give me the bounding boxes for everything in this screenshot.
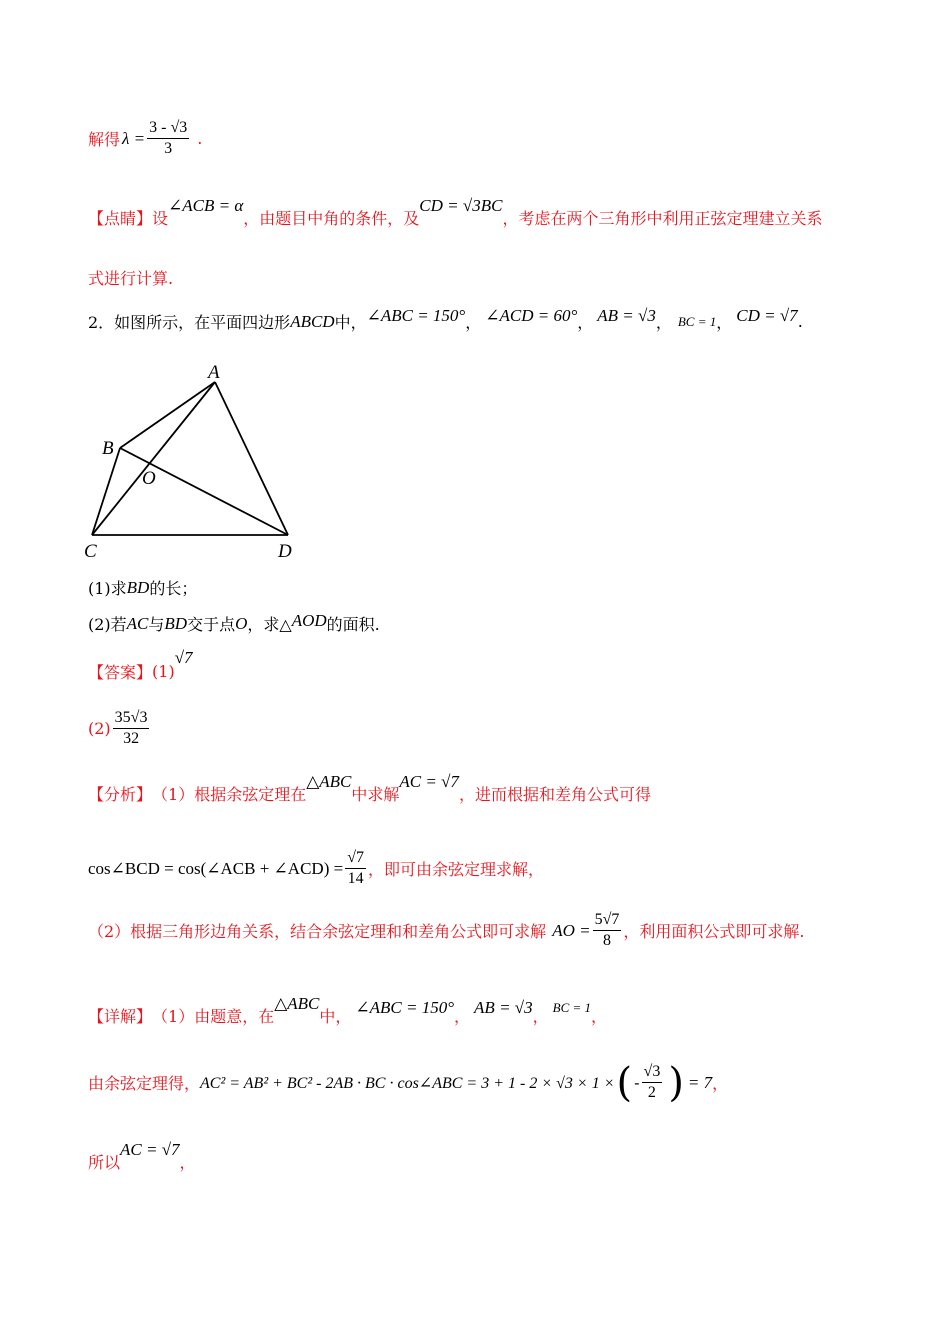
problem-number: 2．如图所示，在平面四边形	[88, 313, 291, 332]
analysis-ao-fraction	[593, 910, 622, 951]
q2-text-4: ，求△	[247, 615, 292, 634]
analysis-ac: AC = √7	[399, 771, 459, 791]
lambda-denominator: 3	[164, 140, 173, 157]
detail-sep-3: ，	[591, 1007, 608, 1026]
tip-text-4: 式进行计算.	[88, 269, 174, 288]
answer-value-1: √7	[174, 647, 193, 667]
paren-right: )	[668, 1059, 684, 1106]
segment-bd	[120, 448, 288, 535]
q2-aod: AOD	[291, 610, 327, 630]
analysis-ao-num: 5√7	[593, 910, 622, 931]
q1-text-2: 的长；	[149, 579, 198, 598]
detail-line-1	[88, 993, 608, 1027]
label-c: C	[84, 541, 97, 562]
detail-tag: 【详解】	[88, 1007, 153, 1026]
cond-cd: CD = √7	[736, 305, 798, 325]
detail-sep-4: ，	[712, 1074, 729, 1093]
segment-bc	[92, 448, 120, 535]
analysis-text-3: ，进而根据和差角公式可得	[458, 785, 651, 804]
detail-line-2	[88, 1059, 729, 1106]
answer-line-2	[88, 708, 151, 749]
analysis-text-6: ，利用面积公式即可求解.	[623, 922, 805, 941]
cond-bc: BC = 1	[677, 313, 717, 329]
tip-line-2	[88, 266, 173, 289]
detail-eq-num: √3	[642, 1062, 663, 1083]
detail-eq-den: 2	[647, 1084, 656, 1101]
quadrilateral-figure	[80, 358, 310, 568]
answer-tag: 【答案】	[88, 663, 153, 682]
tip-line	[88, 195, 823, 229]
problem-end: .	[797, 312, 803, 331]
quad-name: ABCD	[290, 311, 335, 331]
answer-fraction-2	[113, 708, 150, 749]
detail-ab: AB = √3	[474, 997, 533, 1017]
detail-sep-5: ，	[179, 1153, 196, 1172]
analysis-cos-num: √7	[345, 848, 366, 869]
detail-triangle: △ABC	[274, 993, 320, 1013]
lambda-fraction	[147, 118, 189, 159]
solve-prefix: 解得	[88, 130, 121, 149]
label-b: B	[102, 438, 114, 459]
analysis-text-5: （2）根据三角形边角关系，结合余弦定理和和差角公式即可求解	[88, 922, 547, 941]
answer-part-1: (1)	[152, 662, 175, 681]
detail-so: 所以	[88, 1153, 121, 1172]
q2-o: O	[235, 613, 248, 633]
problem-text: 中，	[334, 313, 367, 332]
tip-math-angle: ∠ACB = α	[168, 195, 244, 215]
cond-ab: AB = √3	[597, 305, 656, 325]
label-d: D	[278, 541, 292, 562]
analysis-ao: AO =	[552, 920, 591, 940]
detail-equation: AC² = AB² + BC² - 2AB · BC · cos∠ABC = 3 + 1 - 2 × √3 × 1 ×	[200, 1074, 615, 1092]
question-2	[88, 612, 380, 635]
detail-bc: BC = 1	[552, 999, 592, 1015]
tip-text-3: ，考虑在两个三角形中利用正弦定理建立关系	[502, 209, 823, 228]
analysis-ao-den: 8	[602, 932, 611, 949]
label-a: A	[208, 362, 220, 383]
figure-svg	[80, 358, 310, 568]
paren-left: (	[616, 1059, 633, 1106]
q1-bd: BD	[126, 577, 150, 597]
label-o: O	[142, 468, 156, 489]
problem-statement	[88, 305, 803, 333]
analysis-cos-den: 14	[347, 870, 364, 887]
tip-text-2: ，由题目中角的条件，及	[243, 209, 420, 228]
analysis-line-2	[88, 848, 544, 889]
q2-text-3: 交于点	[187, 615, 236, 634]
detail-text-1: （1）由题意，在	[152, 1007, 275, 1026]
paren-minus: -	[634, 1073, 640, 1092]
analysis-text-4: ，即可由余弦定理求解，	[367, 860, 544, 879]
detail-ac: AC = √7	[120, 1139, 180, 1159]
analysis-cos-formula: cos∠BCD = cos(∠ACB + ∠ACD) =	[88, 858, 344, 878]
q2-ac: AC	[126, 613, 149, 633]
cond-acd: ∠ACD = 60°	[485, 305, 578, 325]
detail-line-3	[88, 1139, 196, 1173]
q2-text-2: 与	[148, 615, 165, 634]
segment-ad	[215, 382, 288, 535]
analysis-triangle: △ABC	[306, 771, 352, 791]
answer-den-2: 32	[123, 730, 140, 747]
sep-4: ，	[716, 313, 733, 332]
tip-text-1: 设	[152, 209, 169, 228]
q1-text-1: (1)求	[88, 579, 127, 598]
answer-part-2: (2)	[88, 719, 111, 738]
lambda-symbol: λ =	[122, 128, 146, 148]
analysis-text-1: （1）根据余弦定理在	[152, 785, 307, 804]
tip-math-cd: CD = √3BC	[419, 195, 503, 215]
lambda-numerator: 3 - √3	[147, 118, 189, 139]
sep-2: ，	[577, 313, 594, 332]
detail-angle: ∠ABC = 150°	[355, 997, 455, 1017]
q2-text-5: 的面积.	[326, 615, 380, 634]
detail-text-2: 中，	[319, 1007, 352, 1026]
analysis-cos-fraction	[345, 848, 366, 889]
tip-tag: 【点睛】	[88, 209, 153, 228]
sep-1: ，	[465, 313, 482, 332]
analysis-text-2: 中求解	[351, 785, 400, 804]
period: .	[197, 129, 203, 148]
answer-line-1	[88, 647, 193, 683]
analysis-line-1	[88, 771, 651, 805]
detail-eq-fraction	[642, 1062, 663, 1103]
detail-sep-1: ，	[454, 1007, 471, 1026]
q2-bd: BD	[164, 613, 188, 633]
answer-num-2: 35√3	[113, 708, 150, 729]
cond-abc: ∠ABC = 150°	[366, 305, 466, 325]
question-1	[88, 576, 197, 599]
detail-eq-end: = 7	[687, 1072, 713, 1092]
detail-law: 由余弦定理得，	[88, 1074, 201, 1093]
solution-result-line	[88, 118, 202, 159]
analysis-tag: 【分析】	[88, 785, 153, 804]
analysis-line-3	[88, 910, 804, 951]
segment-ab	[120, 382, 215, 448]
detail-sep-2: ，	[532, 1007, 549, 1026]
q2-text-1: (2)若	[88, 615, 127, 634]
sep-3: ，	[655, 313, 672, 332]
